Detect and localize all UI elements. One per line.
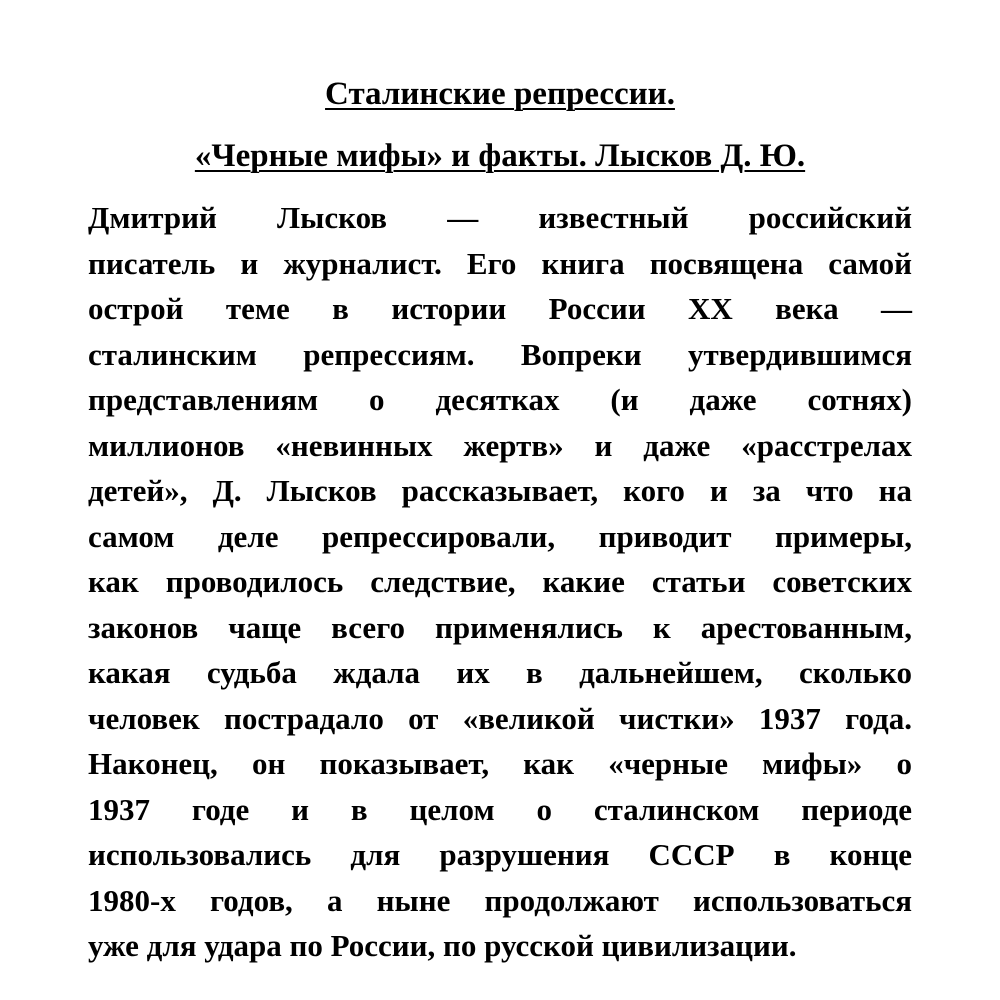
paragraph-line: представлениям о десятках (и даже сотнях) [88, 382, 912, 417]
paragraph-line: человек пострадало от «великой чистки» 1937 года. [88, 700, 912, 736]
document-title-line-1: Сталинские репрессии. [325, 76, 675, 112]
paragraph-line: законов чаще всего применялись к арестованным, [88, 609, 912, 645]
paragraph-line: Дмитрий Лысков — известный российский [88, 200, 912, 235]
paragraph-line: писатель и журналист. Его книга посвящена самой [88, 245, 912, 281]
paragraph-line: Наконец, он показывает, как «черные мифы» о [88, 746, 912, 781]
document-title-line-2: «Черные мифы» и факты. Лысков Д. Ю. [194, 138, 806, 174]
paragraph-line: острой теме в истории России XX века — [88, 291, 912, 326]
document-body-paragraph [88, 198, 912, 972]
paragraph-line: самом деле репрессировали, приводит примеры, [88, 518, 912, 554]
paragraph-line: сталинским репрессиям. Вопреки утвердившимся [88, 336, 912, 372]
paragraph-line: как проводилось следствие, какие статьи советских [88, 564, 912, 599]
paragraph-line: 1980-х годов, а ныне продолжают использоваться [88, 882, 912, 918]
paragraph-line: 1937 годе и в целом о сталинском периоде [88, 791, 912, 827]
paragraph-line: использовались для разрушения СССР в конце [88, 837, 912, 872]
paragraph-line: миллионов «невинных жертв» и даже «расстрелах [88, 427, 912, 463]
paragraph-line: какая судьба ждала их в дальнейшем, сколько [88, 655, 912, 690]
paragraph-line: уже для удара по России, по русской цивилизации. [88, 928, 797, 963]
paragraph-line: детей», Д. Лысков рассказывает, кого и за что на [88, 473, 912, 508]
